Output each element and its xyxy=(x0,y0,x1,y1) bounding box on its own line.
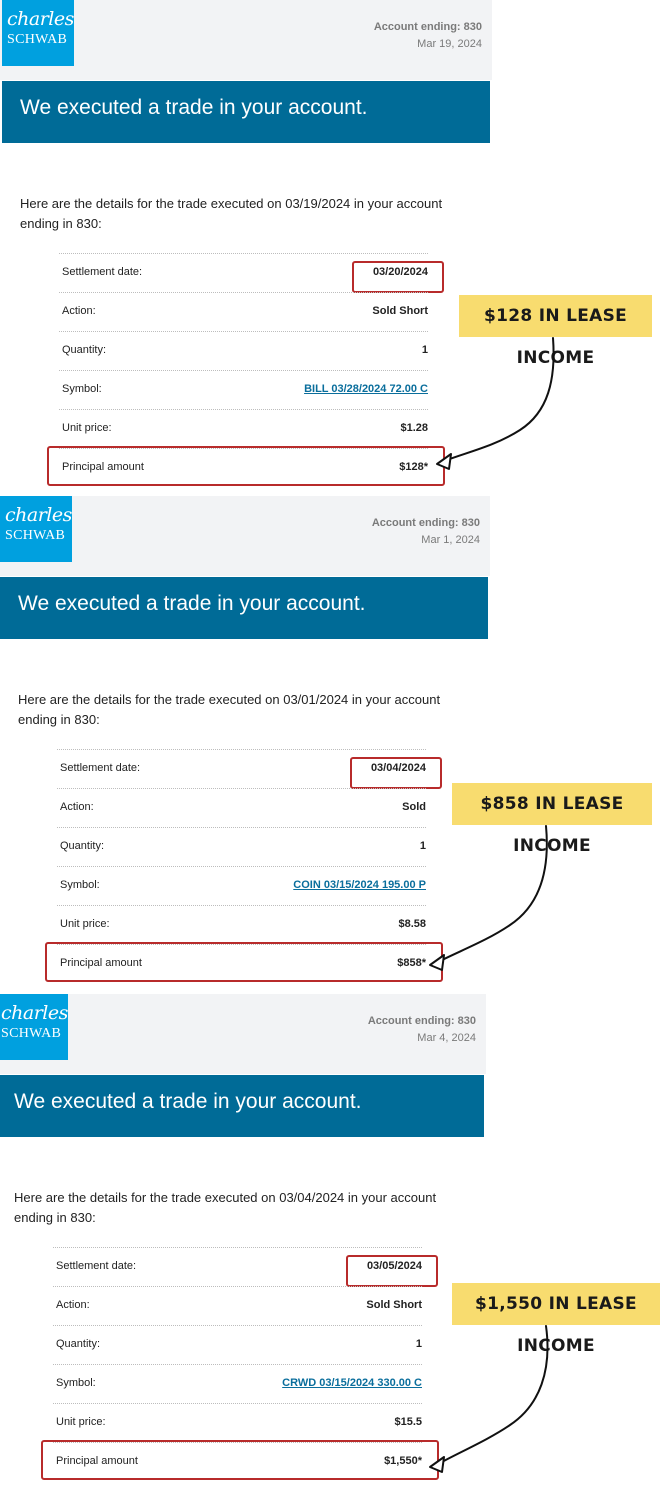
intro-text: Here are the details for the trade executed on 03/04/2024 in your account ending in 830: xyxy=(14,1190,437,1225)
lease-income-note-2: $858 IN LEASE INCOME xyxy=(452,783,652,825)
email-date: Mar 19, 2024 xyxy=(417,38,482,50)
intro-text: Here are the details for the trade executed on 03/01/2024 in your account ending in 830: xyxy=(18,692,441,727)
row-action: Action: Sold Short xyxy=(53,1286,422,1325)
arrow-1 xyxy=(447,338,554,460)
arrowhead-3 xyxy=(430,1457,444,1472)
headline-text: We executed a trade in your account. xyxy=(14,1090,362,1113)
row-quantity: Quantity: 1 xyxy=(53,1325,422,1364)
schwab-logo: charles SCHWAB xyxy=(2,0,74,66)
symbol-link[interactable]: COIN 03/15/2024 195.00 P xyxy=(293,879,426,891)
lease-income-note-3: $1,550 IN LEASE INCOME xyxy=(452,1283,660,1325)
lease-income-note-1: $128 IN LEASE INCOME xyxy=(459,295,652,337)
row-unit-price: Unit price: $8.58 xyxy=(57,905,426,944)
row-settlement-date: Settlement date: 03/20/2024 xyxy=(59,253,428,292)
intro-text: Here are the details for the trade executed on 03/19/2024 in your account ending in 830: xyxy=(20,196,443,231)
arrow-2 xyxy=(440,826,547,961)
row-action: Action: Sold xyxy=(57,788,426,827)
arrowhead-2 xyxy=(430,955,444,970)
arrow-3 xyxy=(440,1326,548,1463)
account-ending: Account ending: 830 xyxy=(373,21,482,33)
row-principal-amount: Principal amount $858* xyxy=(57,944,426,983)
row-action: Action: Sold Short xyxy=(59,292,428,331)
row-symbol: Symbol: CRWD 03/15/2024 330.00 C xyxy=(53,1364,422,1403)
headline-text: We executed a trade in your account. xyxy=(18,592,366,615)
row-quantity: Quantity: 1 xyxy=(59,331,428,370)
account-ending: Account ending: 830 xyxy=(367,1015,476,1027)
symbol-link[interactable]: CRWD 03/15/2024 330.00 C xyxy=(282,1377,422,1389)
email-date: Mar 1, 2024 xyxy=(421,534,480,546)
row-symbol: Symbol: COIN 03/15/2024 195.00 P xyxy=(57,866,426,905)
schwab-logo: charles SCHWAB xyxy=(0,496,72,562)
schwab-logo: charles SCHWAB xyxy=(0,994,68,1060)
account-ending: Account ending: 830 xyxy=(371,517,480,529)
headline-text: We executed a trade in your account. xyxy=(20,96,368,119)
symbol-link[interactable]: BILL 03/28/2024 72.00 C xyxy=(304,383,428,395)
row-unit-price: Unit price: $15.5 xyxy=(53,1403,422,1442)
arrowhead-1 xyxy=(437,454,451,469)
email-date: Mar 4, 2024 xyxy=(417,1032,476,1044)
row-settlement-date: Settlement date: 03/05/2024 xyxy=(53,1247,422,1286)
row-unit-price: Unit price: $1.28 xyxy=(59,409,428,448)
row-symbol: Symbol: BILL 03/28/2024 72.00 C xyxy=(59,370,428,409)
row-principal-amount: Principal amount $128* xyxy=(59,448,428,487)
row-quantity: Quantity: 1 xyxy=(57,827,426,866)
row-settlement-date: Settlement date: 03/04/2024 xyxy=(57,749,426,788)
row-principal-amount: Principal amount $1,550* xyxy=(53,1442,422,1481)
